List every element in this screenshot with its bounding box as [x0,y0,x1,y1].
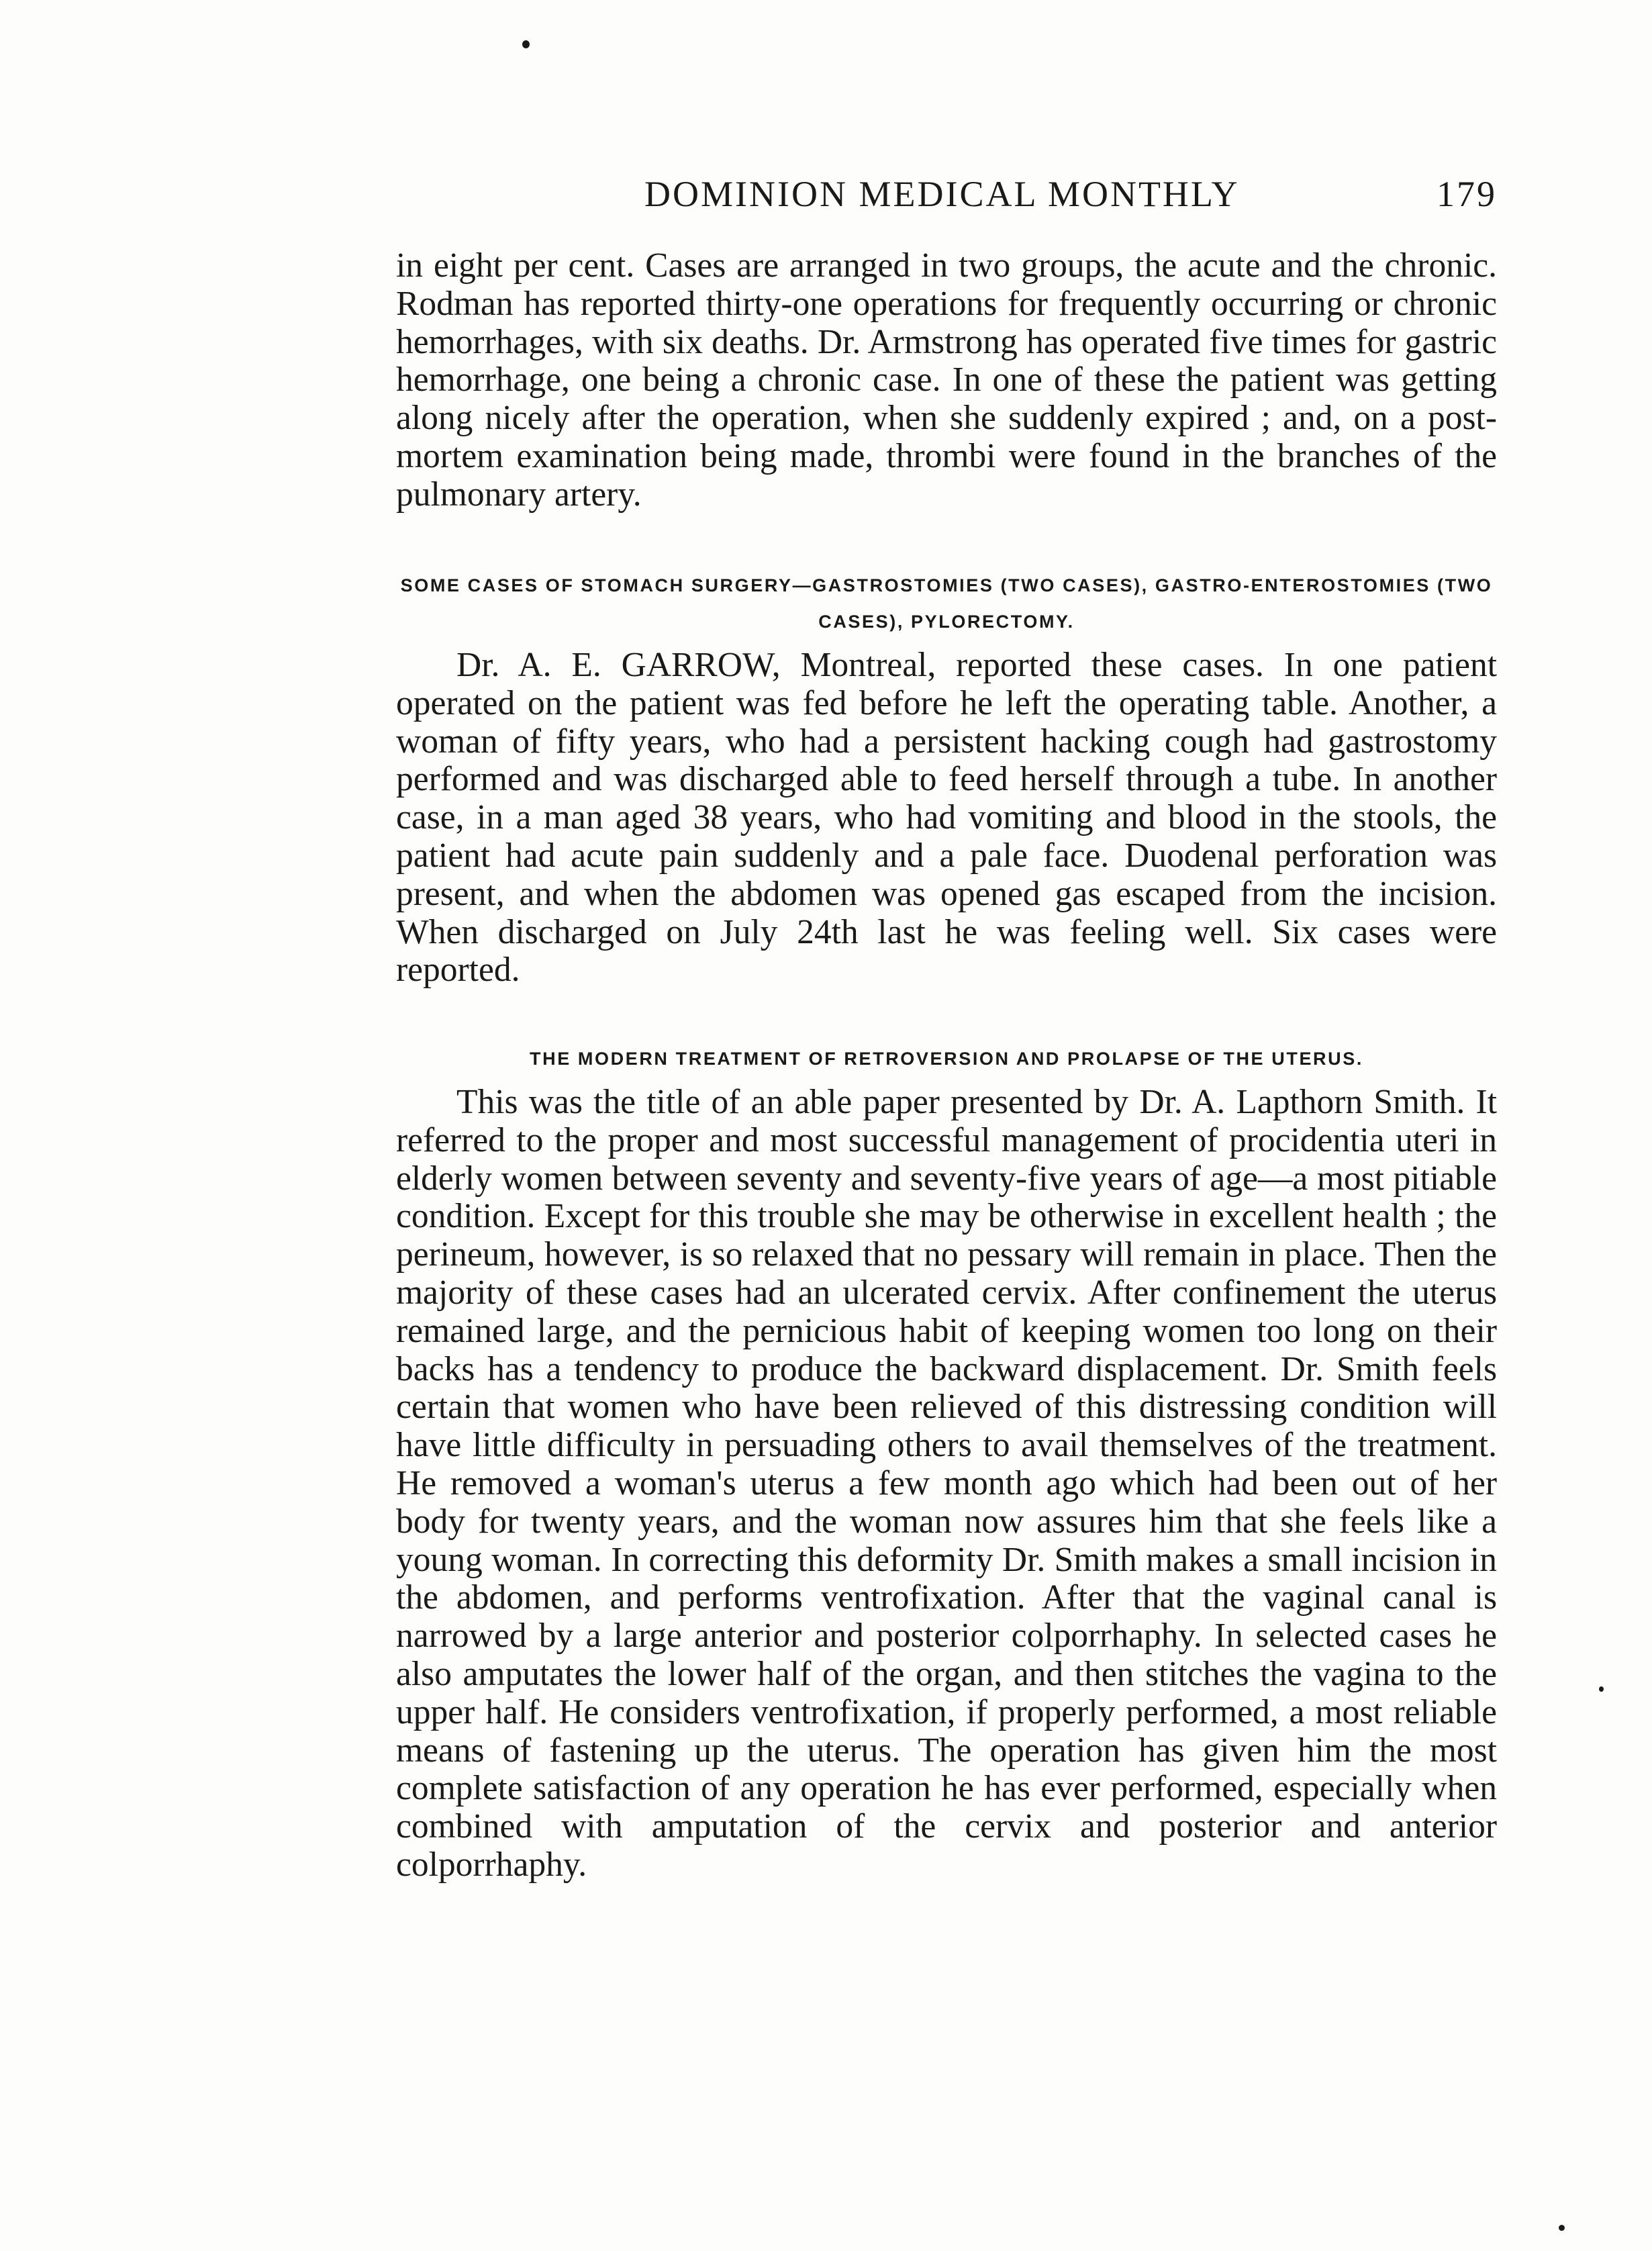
scan-speck-mid-right [1599,1686,1604,1692]
section-heading-stomach-surgery: SOME CASES OF STOMACH SURGERY—GASTROSTOMIES (TWO CASES), GASTRO-ENTEROSTOMIES (TWO CASES), PYLORECTOMY. [400,575,1493,632]
page-number: 179 [1437,174,1497,214]
continuation-section [396,247,1497,514]
uterus-treatment-paragraph: This was the title of an able paper presented by Dr. A. Lapthorn Smith. It referred to the proper and most successful management of procidentia uteri in elderly women between seventy and seventy-five years of age—a most pitiable condition. Except for this trouble she may be otherwise in excellent health ; the perineum, however, is so relaxed that no pessary will remain in place. Then the majority of these cases had an ulcerated cervix. After confinement the uterus remained large, and the pernicious habit of keeping women too long on their backs has a tendency to produce the backward displacement. Dr. Smith feels certain that women who have been relieved of this distressing condition will have little difficulty in persuading others to avail themselves of the treatment. He removed a woman's uterus a few month ago which had been out of her body for twenty years, and the woman now assures him that she feels like a young woman. In correcting this deformity Dr. Smith makes a small incision in the abdomen, and performs ventrofixation. After that the vaginal canal is narrowed by a large anterior and posterior colporrhaphy. In selected cases he also amputates the lower half of the organ, and then stitches the vagina to the upper half. He considers ventrofixation, if properly performed, a most reliable means of fastening up the uterus. The operation has given him the most complete satisfaction of any operation he has ever performed, especially when combined with amputation of the cervix and posterior and anterior colporrhaphy. [396,1083,1497,1884]
journal-title: DOMINION MEDICAL MONTHLY [644,174,1240,214]
stomach-surgery-section [396,567,1497,990]
scan-speck-bottom-right [1559,2225,1565,2231]
running-head [644,173,1504,220]
continuation-paragraph: in eight per cent. Cases are arranged in two groups, the acute and the chronic. Rodman has reported thirty-one operations for frequently occurring or chronic hemorrhages, with six deaths. Dr. Armstrong has operated five times for gastric hemorrhage, one being a chronic case. In one of these the patient was getting along nicely after the operation, when she suddenly expired ; and, on a post-mortem examination being made, thrombi were found in the branches of the pulmonary artery. [396,246,1497,514]
uterus-treatment-section [396,1041,1497,1884]
stomach-surgery-paragraph: Dr. A. E. GARROW, Montreal, reported these cases. In one patient operated on the patient was fed before he left the operating table. Another, a woman of fifty years, who had a persistent hacking cough had gastrostomy performed and was discharged able to feed herself through a tube. In another case, in a man aged 38 years, who had vomiting and blood in the stools, the patient had acute pain suddenly and a pale face. Duodenal perforation was present, and when the abdomen was opened gas escaped from the incision. When discharged on July 24th last he was feeling well. Six cases were reported. [396,646,1497,990]
scan-speck-top [522,40,530,48]
section-heading-uterus-treatment: THE MODERN TREATMENT OF RETROVERSION AND PROLAPSE OF THE UTERUS. [530,1049,1363,1069]
